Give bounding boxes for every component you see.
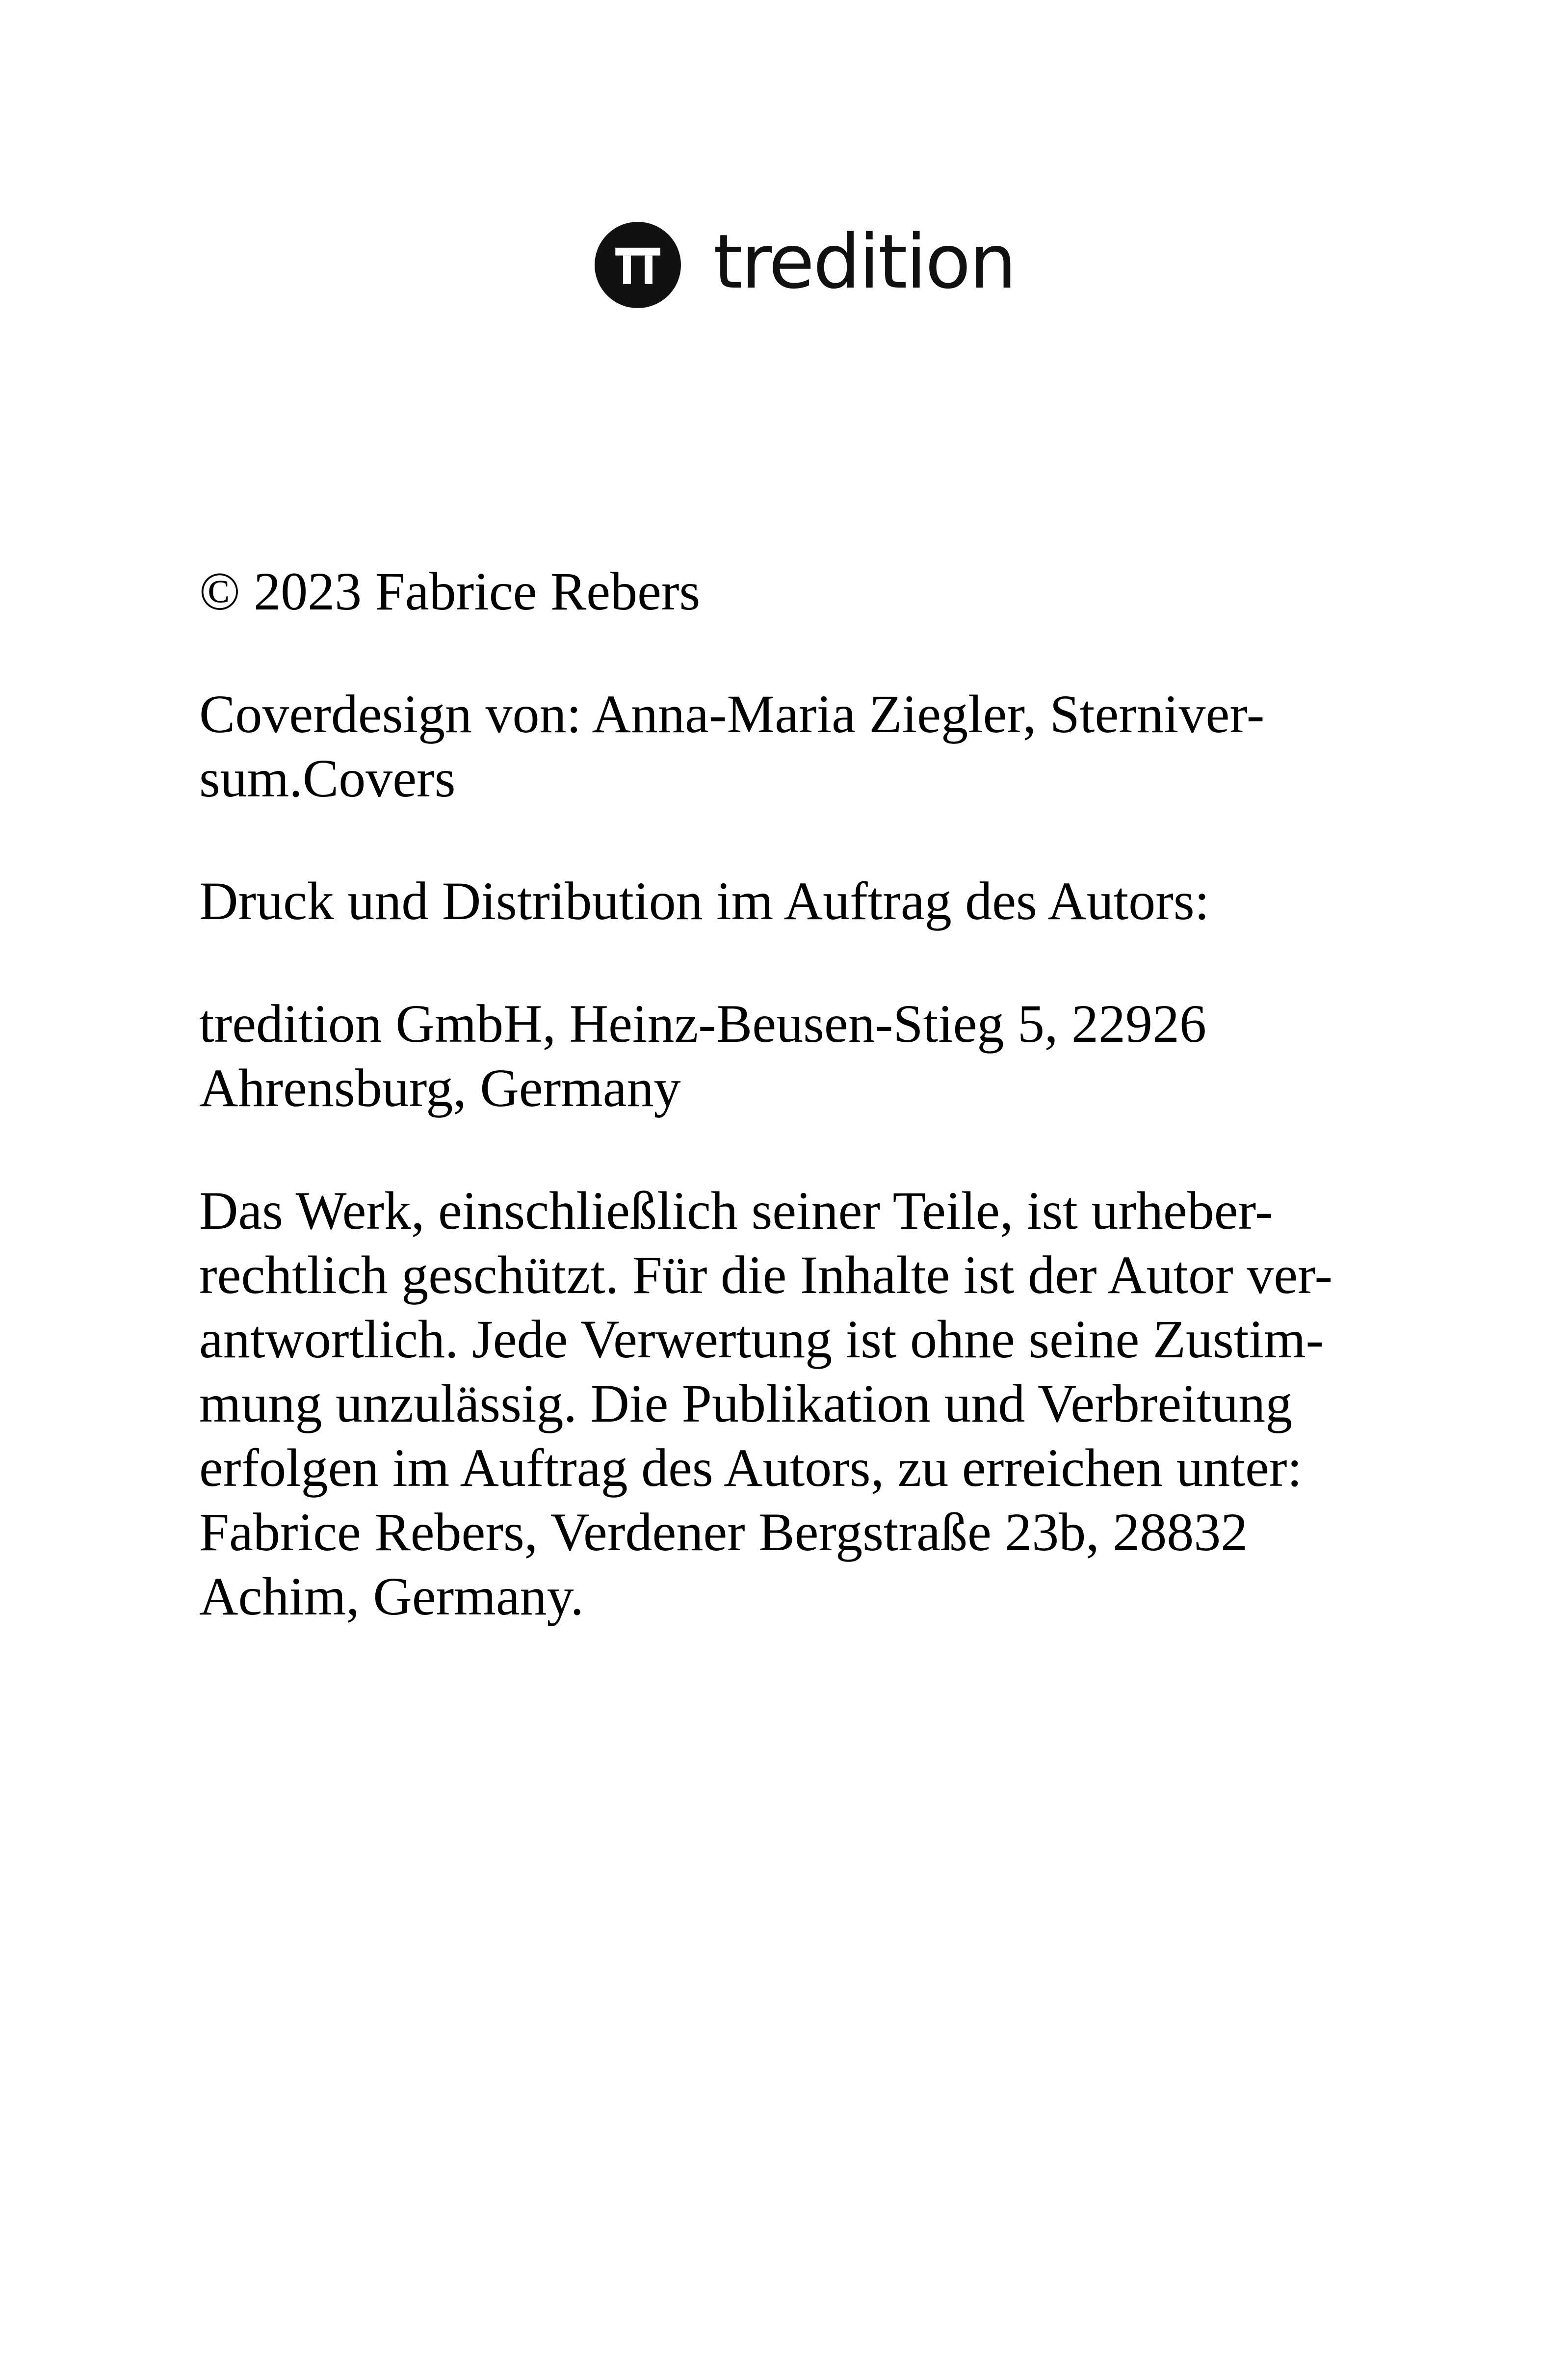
cover-design-line: sum.Covers: [199, 748, 456, 808]
legal-notice-line: Achim, Germany.: [199, 1566, 584, 1626]
legal-notice-line: rechtlich geschützt. Für die Inhalte ist der Autor ver-: [199, 1245, 1333, 1305]
publisher-logo-text: tredition: [713, 218, 1016, 305]
cover-design-credit: [199, 682, 1377, 811]
publisher-address-line: tredition GmbH, Heinz-Beusen-Stieg 5, 22926: [199, 994, 1206, 1054]
legal-notice-line: Das Werk, einschließlich seiner Teile, ist urheber-: [199, 1181, 1273, 1241]
print-distribution-line: Druck und Distribution im Auftrag des Autors:: [199, 871, 1210, 931]
legal-notice-line: antwortlich. Jede Verwertung ist ohne seine Zustim-: [199, 1309, 1324, 1369]
cover-design-line: Coverdesign von: Anna-Maria Ziegler, Sterniver-: [199, 684, 1265, 744]
legal-notice: [199, 1179, 1377, 1629]
legal-notice-line: mung unzulässig. Die Publikation und Verbreitung: [199, 1374, 1293, 1433]
publisher-address-line: Ahrensburg, Germany: [199, 1058, 681, 1118]
publisher-logo: [595, 216, 1015, 314]
legal-notice-line: Fabrice Rebers, Verdener Bergstraße 23b, 28832: [199, 1502, 1248, 1562]
legal-notice-line: erfolgen im Auftrag des Autors, zu erreichen unter:: [199, 1438, 1303, 1498]
imprint-text: [199, 559, 1377, 1687]
tredition-logo-icon: [595, 222, 681, 308]
copyright-line: © 2023 Fabrice Rebers: [199, 561, 701, 621]
publisher-address: [199, 992, 1377, 1120]
